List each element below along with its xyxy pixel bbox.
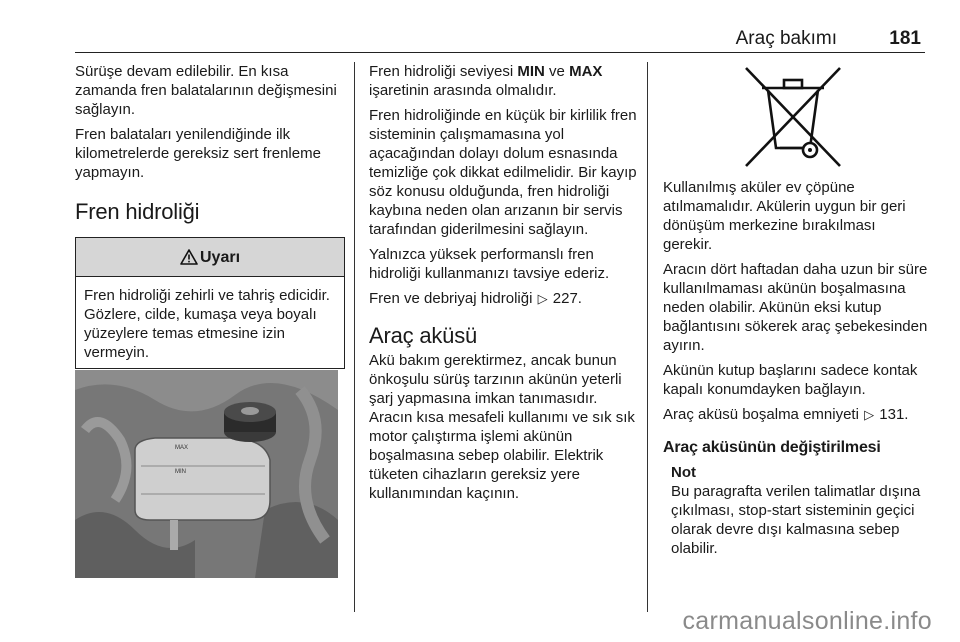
section-title: Araç bakımı xyxy=(735,28,837,49)
column-3 xyxy=(663,178,928,558)
subheading-battery-replacement: Araç aküsünün değiştirilmesi xyxy=(663,439,881,456)
crossed-out-wheelie-bin-icon xyxy=(740,64,846,170)
paragraph: Akünün kutup başlarını sadece kontak kapalı konumdayken bağlayın. xyxy=(663,362,918,398)
column-divider-left xyxy=(354,62,355,612)
paragraph: Fren balataları yenilendiğinde ilk kilometrelerde gereksiz sert frenleme yapmayın. xyxy=(75,126,321,181)
paragraph: Kullanılmış aküler ev çöpüne atılmamalıdır. Akülerin uygun bir geri dönüşüm merkezine bırakılması gerekir. xyxy=(663,179,906,253)
column-1 xyxy=(75,62,345,369)
brake-fluid-reservoir-photo xyxy=(75,370,338,578)
paragraph: Aracın dört haftadan daha uzun bir süre kullanılmaması akünün boşalmasına neden olabilir. Akünün eksi kutup bağlantısını sökerek araç şebekesinden ayırın. xyxy=(663,261,928,354)
section-heading-brake-fluid: Fren hidroliği xyxy=(75,199,200,224)
page-reference[interactable]: 131. xyxy=(879,406,909,423)
note-text: Bu paragrafta verilen talimatlar dışına çıkılması, stop-start sisteminin geçici olarak devre dışı kalmasına sebep olabilir. xyxy=(671,483,921,557)
max-mark: MAX xyxy=(569,63,603,80)
page-reference-arrow-icon: ▷ xyxy=(864,407,875,422)
paragraph-level xyxy=(369,62,637,100)
text-run: Fren ve debriyaj hidroliği xyxy=(369,290,533,307)
warning-triangle-icon xyxy=(180,249,198,265)
warning-title: Uyarı xyxy=(199,248,241,266)
note-title: Not xyxy=(671,464,696,481)
paragraph-xref xyxy=(663,405,928,424)
text-run: Araç aküsü boşalma emniyeti xyxy=(663,406,859,423)
warning-header xyxy=(76,238,344,277)
text-run: ve xyxy=(544,63,570,80)
page-number: 181 xyxy=(889,28,921,49)
min-mark: MIN xyxy=(517,63,545,80)
photo-min-label: MIN xyxy=(175,469,186,475)
column-divider-right xyxy=(647,62,648,612)
page-reference[interactable]: 227. xyxy=(552,290,582,307)
paragraph: Akü bakım gerektirmez, ancak bunun önkoşulu sürüş tarzının akünün yeterli şarj yapmasına imkan tanımasıdır. Aracın kısa mesafeli kullanımı ve sık sık motor çalıştırma işlemi akünün boşalmasına sebep olabilir. Elektrik tüketen cihazların gereksiz yere kullanımından kaçının. xyxy=(369,352,635,502)
text-run: işaretinin arasında olmalıdır. xyxy=(369,82,557,99)
note-box xyxy=(663,463,928,558)
paragraph: Yalnızca yüksek performanslı fren hidroliği kullanmanızı tavsiye ederiz. xyxy=(369,246,610,282)
warning-box xyxy=(75,237,345,369)
text-run: Fren hidroliği seviyesi xyxy=(369,63,518,80)
warning-text: Fren hidroliği zehirli ve tahriş edicidir. Gözlere, cilde, kumaşa veya boyalı yüzeylere temas etmesine izin vermeyin. xyxy=(84,287,330,361)
page-reference-arrow-icon: ▷ xyxy=(537,291,548,306)
photo-max-label: MAX xyxy=(175,445,189,451)
paragraph: Fren hidroliğinde en küçük bir kirlilik fren sisteminin çalışmamasına yol açacağından dolayı dolum esnasında temizliğe çok dikkat edilmelidir. Bir kayıp söz konusu olduğunda, fren hidroliği kaybına neden olan arızanın bir servis tarafından giderilmesini sağlayın. xyxy=(369,107,637,238)
paragraph: Sürüşe devam edilebilir. En kısa zamanda fren balatalarının değişmesini sağlayın. xyxy=(75,63,337,118)
section-heading-battery: Araç aküsü xyxy=(369,323,478,348)
page-header xyxy=(75,26,925,53)
column-2 xyxy=(369,62,637,509)
paragraph-xref xyxy=(369,289,637,308)
watermark: carmanualsonline.info xyxy=(682,607,932,635)
